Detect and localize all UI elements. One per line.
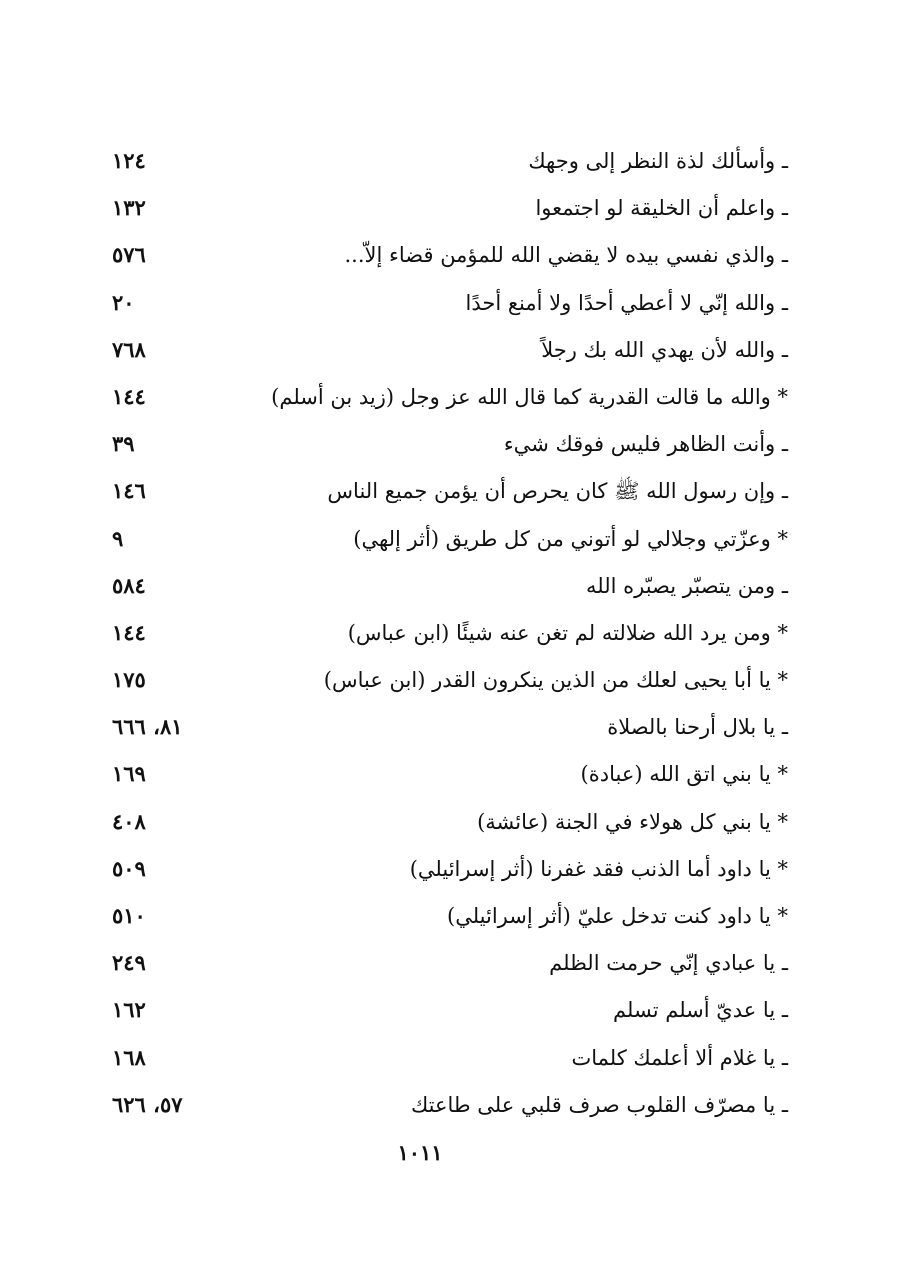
- index-entry: [112, 614, 788, 661]
- index-entry: [112, 661, 788, 708]
- entry-text: ـ يا عبادي إنّي حرمت الظلم: [549, 951, 788, 976]
- index-entry: [112, 991, 788, 1038]
- index-entry: [112, 520, 788, 567]
- entry-text: ـ وأسألك لذة النظر إلى وجهك: [528, 149, 788, 173]
- index-entry: [112, 472, 788, 519]
- entry-text: ـ وإن رسول الله ﷺ كان يحرص أن يؤمن جميع الناس: [327, 479, 788, 504]
- entry-text: ـ يا عديّ أسلم تسلم: [613, 998, 788, 1023]
- entry-page-ref: ٥٧، ٦٢٦: [112, 1091, 183, 1117]
- hadith-index-list: [112, 142, 788, 1133]
- index-entry: [112, 567, 788, 614]
- entry-page-ref: ١٢٤: [112, 148, 146, 173]
- entry-page-ref: ١٧٥: [112, 667, 146, 693]
- entry-text: * والله ما قالت القدرية كما قال الله عز وجل (زيد بن أسلم): [271, 384, 788, 409]
- entry-page-ref: ٧٦٨: [112, 336, 146, 362]
- entry-page-ref: ٤٠٨: [112, 808, 146, 834]
- index-entry: [112, 1086, 788, 1133]
- entry-text: ـ وأنت الظاهر فليس فوقك شيء: [503, 432, 788, 457]
- index-entry: [112, 284, 788, 331]
- entry-page-ref: ٩: [112, 525, 124, 551]
- entry-page-ref: ١٣٢: [112, 195, 146, 221]
- page-number: ١٠١١: [397, 1140, 443, 1165]
- entry-page-ref: ٥١٠: [112, 903, 146, 928]
- index-entry: [112, 803, 788, 850]
- entry-text: * يا أبا يحيى لعلك من الذين ينكرون القدر (ابن عباس): [323, 668, 788, 693]
- index-entry: [112, 850, 788, 897]
- entry-page-ref: ١٦٩: [112, 761, 146, 787]
- entry-text: ـ والذي نفسي بيده لا يقضي الله للمؤمن قضاء إلاّ...: [344, 243, 788, 268]
- entry-page-ref: ٥٠٩: [112, 855, 146, 881]
- entry-page-ref: ١٤٤: [112, 383, 146, 409]
- entry-page-ref: ٥٧٦: [112, 242, 146, 268]
- entry-text: ـ ومن يتصبّر يصبّره الله: [586, 573, 788, 598]
- entry-text: ـ والله إنّي لا أعطي أحدًا ولا أمنع أحدًا: [465, 290, 788, 315]
- index-entry: [112, 142, 788, 189]
- entry-text: * يا داود أما الذنب فقد غفرنا (أثر إسرائيلي): [409, 856, 788, 881]
- entry-text: ـ يا مصرّف القلوب صرف قلبي على طاعتك: [410, 1092, 788, 1117]
- index-entry: [112, 425, 788, 472]
- entry-text: * يا بني كل هولاء في الجنة (عائشة): [477, 809, 788, 834]
- entry-text: * يا بني اتق الله (عبادة): [580, 762, 788, 787]
- entry-text: ـ والله لأن يهدي الله بك رجلاً: [541, 337, 788, 362]
- entry-page-ref: ١٤٦: [112, 478, 146, 504]
- entry-text: ـ يا غلام ألا أعلمك كلمات: [571, 1045, 788, 1070]
- entry-text: * يا داود كنت تدخل عليّ (أثر إسرائيلي): [447, 904, 788, 928]
- index-entry: [112, 378, 788, 425]
- entry-text: * ومن يرد الله ضلالته لم تغن عنه شيئًا (ابن عباس): [347, 620, 788, 645]
- index-entry: [112, 189, 788, 236]
- index-entry: [112, 236, 788, 283]
- index-entry: [112, 708, 788, 755]
- index-entry: [112, 331, 788, 378]
- index-entry: [112, 944, 788, 991]
- entry-text: ـ يا بلال أرحنا بالصلاة: [607, 715, 788, 740]
- entry-page-ref: ٢٤٩: [112, 950, 146, 976]
- entry-text: ـ واعلم أن الخليقة لو اجتمعوا: [535, 196, 788, 221]
- entry-page-ref: ٣٩: [112, 431, 135, 457]
- entry-page-ref: ٢٠: [112, 289, 135, 315]
- entry-text: * وعزّتي وجلالي لو أتوني من كل طريق (أثر إلهي): [353, 526, 788, 551]
- entry-page-ref: ١٦٢: [112, 997, 146, 1023]
- entry-page-ref: ٥٨٤: [112, 572, 146, 598]
- index-entry: [112, 1039, 788, 1086]
- entry-page-ref: ١٦٨: [112, 1044, 146, 1070]
- index-entry: [112, 897, 788, 944]
- entry-page-ref: ٨١، ٦٦٦: [112, 714, 183, 740]
- index-entry: [112, 755, 788, 802]
- entry-page-ref: ١٤٤: [112, 619, 146, 645]
